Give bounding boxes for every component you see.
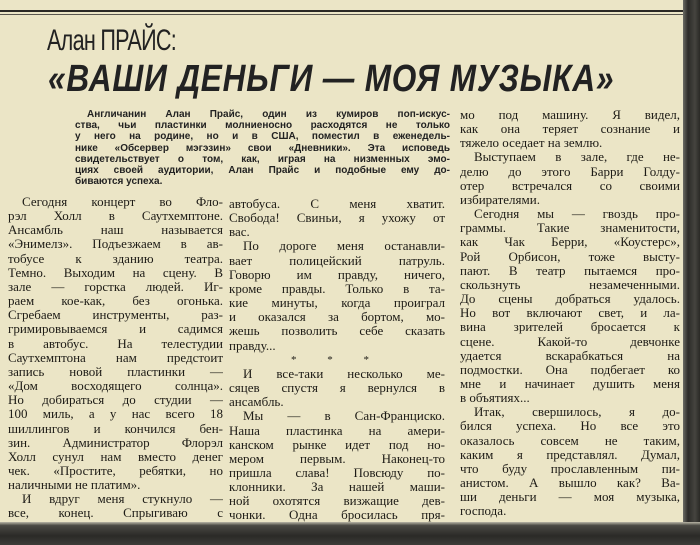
- text-line: шиллингов и кончился бен-: [8, 421, 223, 436]
- text-line: Но добираться до студии —: [8, 393, 223, 408]
- text-line: анистом. А вышло как? Ва-: [460, 476, 680, 491]
- text-line: Сгребаем инструменты, раз-: [8, 308, 223, 323]
- text-line: И все-таки несколько ме-: [243, 366, 445, 381]
- article-column-1: [8, 195, 223, 521]
- paragraph: [460, 405, 680, 518]
- text-line: как она теряет сознание и: [460, 122, 680, 137]
- text-line: Итак, свершилось, я до-: [474, 405, 680, 420]
- text-line: чонки. Одна бросилась пря-: [229, 508, 445, 523]
- text-line: Говорю им правду, ничего,: [229, 267, 445, 282]
- section-separator: * * *: [291, 353, 383, 366]
- text-line: Сегодня концерт во Фло-: [22, 195, 223, 209]
- text-line: Ансамбль наш называется: [8, 223, 223, 238]
- article-headline: «ВАШИ ДЕНЬГИ — МОЯ МУЗЫКА»: [48, 58, 615, 100]
- text-line: ансамбль.: [229, 395, 284, 410]
- lead-line: циях своей аудитории, Алан Прайс и подобные ему до-: [75, 165, 450, 177]
- text-line: мне и начинает душить меня: [460, 376, 680, 391]
- text-line: запись новой пластинки —: [8, 364, 223, 379]
- text-line: кие минуты, когда проиграл: [229, 296, 445, 311]
- text-line: раем кое-как, без огонька.: [8, 294, 223, 309]
- text-line: Мы — в Сан-Франциско.: [243, 409, 445, 424]
- text-line: и оказался за бортом, мо-: [229, 310, 445, 325]
- text-line: вает полицейский патруль.: [229, 253, 445, 268]
- text-line: все, конец. Спрыгиваю с: [8, 506, 223, 521]
- text-line: кроме правды. Только в та-: [229, 281, 445, 296]
- text-line: ши деньги — моя музыка,: [460, 490, 680, 505]
- text-line: жешь позволить себе сказать: [229, 324, 445, 339]
- paragraph: [229, 367, 445, 409]
- paragraph: [460, 150, 680, 207]
- text-line: Саутхемптона нам предстоит: [8, 350, 223, 365]
- text-line: тяжело оседает на землю.: [460, 136, 603, 151]
- text-line: вас.: [229, 225, 250, 240]
- paragraph: [229, 197, 445, 239]
- paragraph: [460, 108, 680, 150]
- text-line: отер встречался со своими: [460, 178, 680, 193]
- lead-line: нике «Обсервер мэгэзин» свои «Дневники». Эта исповедь: [75, 142, 450, 154]
- text-line: И вдруг меня стукнуло —: [22, 492, 223, 507]
- text-line: в автобус. На телестудии: [8, 336, 223, 351]
- text-line: До сцены добраться удалось.: [460, 292, 680, 307]
- article-lead: [75, 109, 450, 187]
- text-line: вина зрителей бросается к: [460, 320, 680, 335]
- text-line: господа.: [460, 504, 507, 519]
- paragraph: [229, 409, 445, 522]
- lead-line: Англичанин Алан Прайс, один из кумиров поп-искус-: [87, 109, 450, 120]
- text-line: мером первым. Наконец-то: [229, 451, 445, 466]
- text-line: что буду прославленным пи-: [460, 461, 680, 476]
- text-line: оказалось совсем не таким,: [460, 433, 680, 448]
- text-line: Холл сунул нам вместо денег: [8, 449, 223, 464]
- article-column-2: [229, 197, 445, 523]
- text-line: канском рынке идет под но-: [229, 437, 445, 452]
- top-rule-thin: [0, 14, 683, 15]
- lead-line: у него на родине, но и в США, поместил в еженедель-: [75, 131, 450, 143]
- scan-edge-bottom: [0, 522, 700, 545]
- text-line: гримировываемся и садимся: [8, 322, 223, 337]
- text-line: сяцев спустя я вернулся в: [229, 381, 445, 396]
- text-line: как Чак Берри, «Коустерс»,: [460, 235, 680, 250]
- text-line: сцене. Какой-то девчонке: [460, 334, 680, 349]
- paragraph: [229, 239, 445, 352]
- text-line: чек. «Простите, ребятки, но: [8, 463, 223, 478]
- text-line: тобусе к зданию театра.: [8, 251, 223, 266]
- text-line: автобуса. С меня хватит.: [229, 197, 445, 211]
- text-line: граммы. Такие знаменитости,: [460, 221, 680, 236]
- paragraph: [8, 492, 223, 520]
- text-line: «Энимелз». Подъезжаем в ав-: [8, 237, 223, 252]
- text-line: правду...: [229, 338, 276, 353]
- text-line: в объятиях...: [460, 391, 530, 406]
- paragraph: [8, 195, 223, 492]
- text-line: пришла слава! Повсюду по-: [229, 465, 445, 480]
- text-line: 100 миль, а у нас всего 18: [8, 407, 223, 422]
- scan-edge-right: [683, 0, 700, 545]
- text-line: подмостки. Она подбегает ко: [460, 362, 680, 377]
- text-line: зале — горстка людей. Иг-: [8, 279, 223, 294]
- article-column-3: [460, 108, 680, 519]
- text-line: рэл Холл в Саутхемптоне.: [8, 209, 223, 224]
- paragraph: [460, 207, 680, 405]
- text-line: ной охотятся визжащие дев-: [229, 494, 445, 509]
- text-line: наличными не платим».: [8, 478, 141, 493]
- lead-line: свидетельствует о том, как, играя на низменных эмо-: [75, 153, 450, 165]
- text-line: Сегодня мы — гвоздь про-: [474, 207, 680, 222]
- article-kicker: Алан ПРАЙС:: [47, 24, 177, 57]
- lead-line: ства, чьи пластинки молниеносно расходятся не только: [75, 120, 450, 132]
- text-line: По дороге меня останавли-: [243, 239, 445, 254]
- text-line: скользнуть незамеченными.: [460, 277, 680, 292]
- text-line: бился успеха. Но все это: [460, 419, 680, 434]
- text-line: клонники. За нашей маши-: [229, 480, 445, 495]
- lead-line: биваются успеха.: [75, 176, 163, 188]
- text-line: Выступаем в зале, где не-: [474, 150, 680, 165]
- text-line: Свобода! Свиньи, я ухожу от: [229, 211, 445, 226]
- text-line: каким я представлял. Думал,: [460, 447, 680, 462]
- text-line: избирателями.: [460, 192, 540, 207]
- text-line: Но вот включают свет, и ла-: [460, 306, 680, 321]
- text-line: пают. В театр пытаемся про-: [460, 263, 680, 278]
- text-line: Наша пластинка на амери-: [229, 423, 445, 438]
- text-line: Темно. Выходим на сцену. В: [8, 265, 223, 280]
- text-line: зин. Администратор Флорэл: [8, 435, 223, 450]
- text-line: мо под машину. Я видел,: [460, 108, 680, 122]
- text-line: делю до этого Барри Голду-: [460, 164, 680, 179]
- top-rule: [0, 10, 683, 12]
- text-line: удается вскарабкаться на: [460, 348, 680, 363]
- text-line: Рой Орбисон, тоже высту-: [460, 249, 680, 264]
- text-line: «Дом восходящего солнца».: [8, 379, 223, 394]
